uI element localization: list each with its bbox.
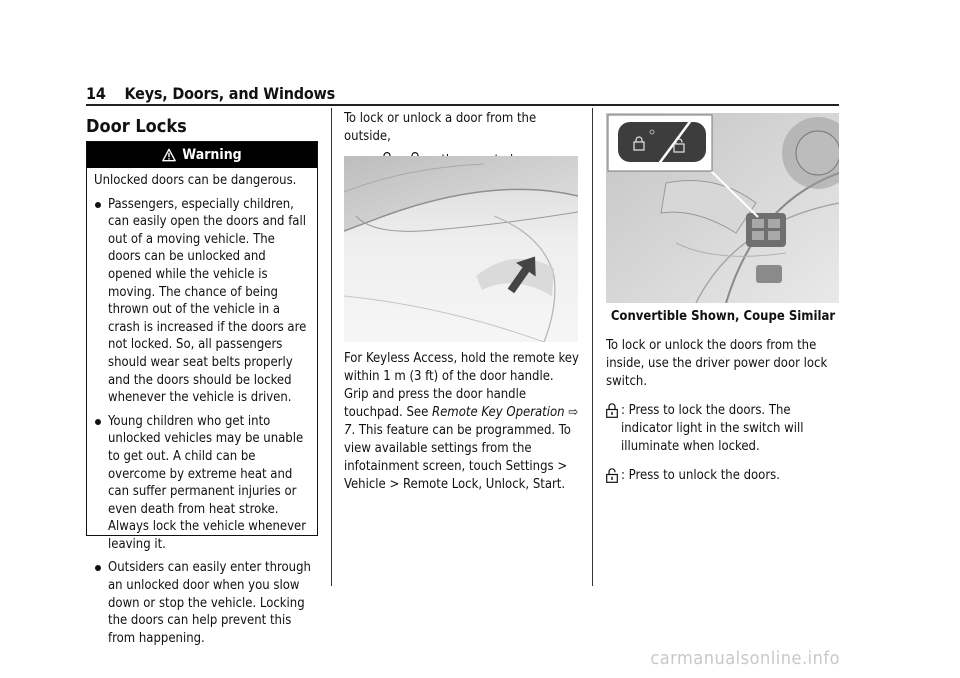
- lock-icon: [606, 403, 618, 418]
- warning-bullet-list: [94, 196, 311, 648]
- door-lock-switch-illustration: [606, 113, 839, 303]
- inside-paragraph: To lock or unlock the doors from the inside, use the driver power door lock switch.: [606, 338, 828, 389]
- lock-description-text: : Press to lock the doors. The indicator light in the switch will illuminate when locked.: [621, 403, 804, 454]
- chapter-title: Keys, Doors, and Windows: [124, 84, 336, 103]
- page-ref-number[interactable]: 7: [344, 423, 352, 438]
- unlock-description: [606, 467, 840, 485]
- warning-title: Warning: [182, 147, 242, 163]
- keyless-text: For Keyless Access, hold the remote key within 1 m (3 ft) of the door handle. Grip and press the door handle touchpad. See: [344, 351, 579, 420]
- remote-key-operation-link[interactable]: Remote Key Operation: [431, 405, 565, 420]
- keyless-paragraph: [344, 350, 580, 494]
- warning-box: [86, 141, 318, 646]
- interior-switch-photo: [606, 113, 839, 303]
- warning-icon: [162, 148, 176, 162]
- watermark-footer: carmanualsonline.info: [650, 648, 840, 669]
- outside-line1: To lock or unlock a door from the outside,: [344, 111, 537, 144]
- lock-description: [606, 402, 840, 456]
- warning-bullet: Passengers, especially children, can easily open the doors and fall out of a moving vehicle. The doors can be unlocked and opened while the vehicle is moving. The chance of being thrown out of the vehicle in a crash is increased if the doors are not locked. So, all passengers should wear seat belts properly and the doors should be locked whenever the vehicle is driven.: [94, 196, 311, 407]
- unlock-icon: [606, 468, 618, 483]
- section-title: Door Locks: [86, 116, 187, 137]
- warning-intro: Unlocked doors can be dangerous.: [94, 173, 297, 188]
- photo-caption: Convertible Shown, Coupe Similar: [610, 309, 836, 324]
- car-door-illustration: [344, 156, 578, 342]
- warning-bullet: Young children who get into unlocked vehicles may be unable to get out. A child can be overcome by extreme heat and can suffer permanent injuries or even death from heat stroke. Always lock the vehicle whenever leaving it.: [94, 413, 311, 554]
- running-header: [86, 84, 335, 103]
- inside-lock-text: [606, 337, 840, 485]
- header-rule: [86, 104, 839, 106]
- door-handle-photo: [344, 156, 578, 342]
- column-divider-2: [592, 108, 593, 586]
- keyless-access-text: [344, 350, 580, 494]
- warning-body: [87, 168, 317, 647]
- page-number: 14: [86, 84, 106, 103]
- column-divider-1: [331, 108, 332, 586]
- unlock-description-text: : Press to unlock the doors.: [621, 468, 780, 483]
- page-ref-icon: ⇨: [568, 405, 579, 420]
- keyless-text-2: . This feature can be programmed. To view available settings from the infotainment screen, touch Settings > Vehicle > Remote Lock, Unlock, Start.: [344, 423, 571, 492]
- warning-header: [87, 142, 317, 168]
- warning-bullet: Outsiders can easily enter through an unlocked door when you slow down or stop the vehicle. Locking the doors can help prevent this from happening.: [94, 559, 311, 647]
